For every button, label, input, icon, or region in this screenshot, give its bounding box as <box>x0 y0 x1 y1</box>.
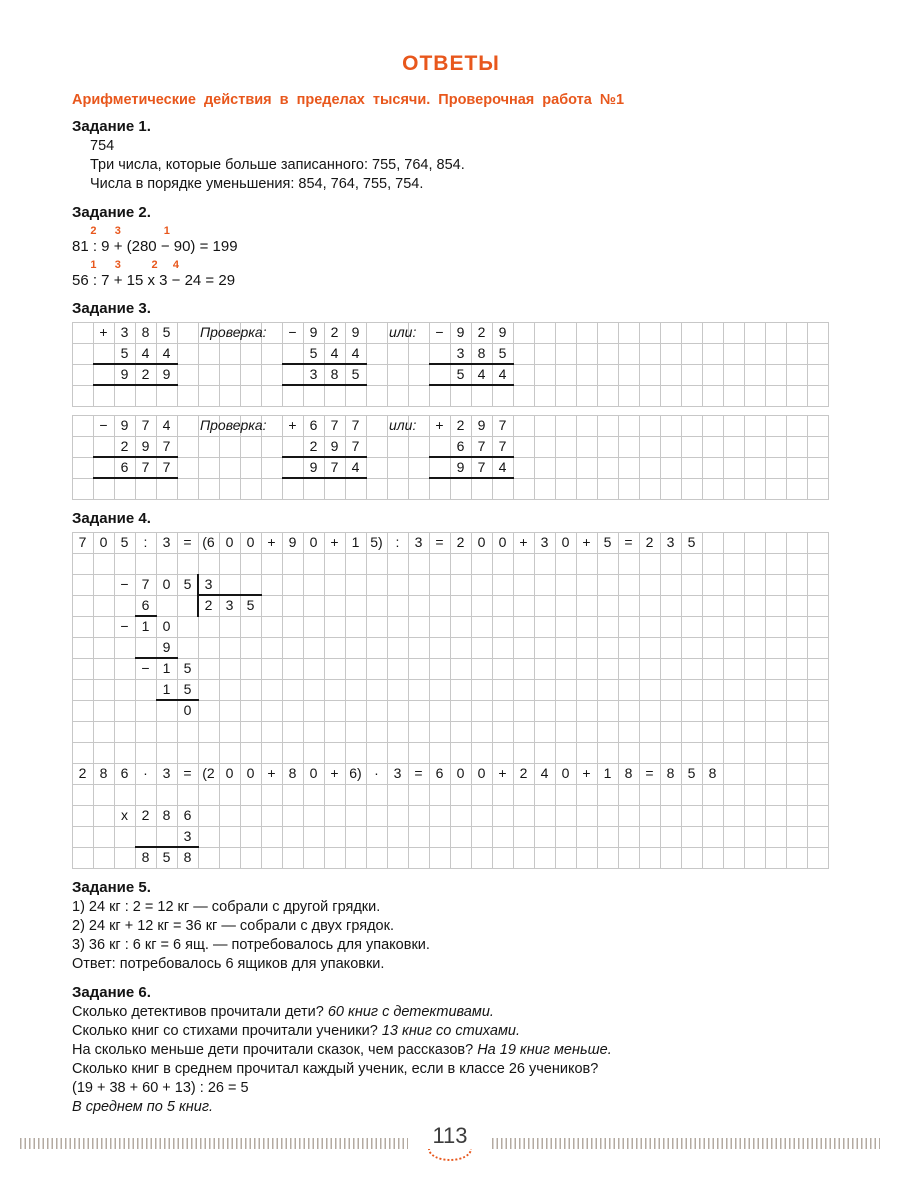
answer-text: 60 книг с детективами. <box>327 1004 494 1020</box>
grid-cell: + <box>582 534 591 550</box>
grid-cell: 0 <box>246 765 255 781</box>
grid-cell: 5 <box>498 345 507 361</box>
grid-cell: − <box>120 576 129 592</box>
section-subtitle: Арифметические действия в пределах тысячи. Проверочная работа №1 <box>72 92 625 108</box>
grid-cell: 3 <box>162 765 171 781</box>
grid-cell: 4 <box>351 345 360 361</box>
grid-cell: 0 <box>561 765 570 781</box>
grid-cell: = <box>414 765 423 781</box>
footer-ornament-left <box>20 1138 408 1149</box>
grid-cell: 4 <box>498 459 507 475</box>
grid-cell: х <box>121 807 128 823</box>
grid-cell: 9 <box>162 639 171 655</box>
page-number-arc <box>426 1149 474 1162</box>
grid-cell: + <box>99 324 108 340</box>
grid-cell: = <box>183 765 192 781</box>
grid-cell: 2 <box>78 765 87 781</box>
question-text: Сколько книг в среднем прочитал каждый ученик, если в классе 26 учеников? <box>72 1061 599 1077</box>
grid-cell: + <box>330 765 339 781</box>
grid-cell: 6 <box>435 765 444 781</box>
question-text: На сколько меньше дети прочитали сказок, чем рассказов? <box>72 1042 474 1058</box>
grid-cell: − <box>120 618 129 634</box>
grid-cell: 5 <box>120 345 129 361</box>
grid-cell: 4 <box>351 459 360 475</box>
grid-cell: 1 <box>351 534 360 550</box>
grid-cell: 7 <box>477 438 486 454</box>
grid-cell: 8 <box>477 345 486 361</box>
grid-cell: 1 <box>141 618 150 634</box>
grid-underline <box>93 363 178 365</box>
grid-cell: 0 <box>498 534 507 550</box>
answer-line: 754 <box>90 138 115 154</box>
grid-cell: 0 <box>183 702 192 718</box>
task-6-heading: Задание 6. <box>72 984 151 1001</box>
question-text: Сколько детективов прочитали дети? <box>72 1004 324 1020</box>
grid-cell: 2 <box>519 765 528 781</box>
grid-cell: 2 <box>645 534 654 550</box>
qa-line <box>72 1060 830 1079</box>
grid-cell: 2 <box>120 438 129 454</box>
answer-line: Ответ: потребовалось 6 ящиков для упаковки. <box>72 956 385 972</box>
grid-cell: 9 <box>309 324 318 340</box>
grid-cell: 8 <box>330 366 339 382</box>
grid-cell: 7 <box>78 534 87 550</box>
grid-cell: 0 <box>456 765 465 781</box>
task-2 <box>72 204 830 290</box>
grid-cell: + <box>330 534 339 550</box>
grid-cell: − <box>288 324 297 340</box>
grid-cell: 5) <box>370 534 383 550</box>
grid-cell: (2 <box>202 765 215 781</box>
answer-line: 3) 36 кг : 6 кг = 6 ящ. — потребовалось для упаковки. <box>72 937 430 953</box>
grid-cell: 5 <box>183 681 192 697</box>
question-text: (19 + 38 + 60 + 13) : 26 = 5 <box>72 1080 249 1096</box>
grid-underline <box>282 384 367 386</box>
grid-cell: 8 <box>99 765 108 781</box>
answer-line: 2) 24 кг + 12 кг = 36 кг — собрали с двух грядок. <box>72 918 394 934</box>
grid-cell: · <box>143 765 148 781</box>
grid-cell: 0 <box>561 534 570 550</box>
task-1-heading: Задание 1. <box>72 118 151 135</box>
grid-cell: − <box>435 324 444 340</box>
grid-label: Проверка: <box>200 417 267 433</box>
grid-cell: 0 <box>225 765 234 781</box>
grid-cell: 5 <box>456 366 465 382</box>
grid-cell: 3 <box>393 765 402 781</box>
grid-cell: 3 <box>666 534 675 550</box>
grid-cell: 5 <box>603 534 612 550</box>
grid-cell: 3 <box>456 345 465 361</box>
grid-cell: 3 <box>309 366 318 382</box>
grid-cell: 2 <box>330 324 339 340</box>
grid-cell: 9 <box>456 324 465 340</box>
qa-line <box>72 1079 830 1098</box>
grid-cell: 0 <box>225 534 234 550</box>
grid-cell: 8 <box>162 807 171 823</box>
grid-cell: 4 <box>330 345 339 361</box>
qa-line <box>72 1098 830 1117</box>
task-4 <box>72 510 830 869</box>
grid-cell: 7 <box>141 576 150 592</box>
grid-cell: 8 <box>141 849 150 865</box>
grid-cell: 6 <box>183 807 192 823</box>
grid-underline <box>93 384 178 386</box>
operation-order-line: 2 3 1 <box>72 225 170 237</box>
grid-cell: 2 <box>456 534 465 550</box>
grid-cell: + <box>435 417 444 433</box>
grid-cell: 8 <box>666 765 675 781</box>
grid-cell: 5 <box>246 597 255 613</box>
grid-cell: 3 <box>120 324 129 340</box>
task-3-heading: Задание 3. <box>72 300 151 317</box>
grid-underline <box>429 477 514 479</box>
grid-cell: 7 <box>141 459 150 475</box>
grid-cell: 6 <box>309 417 318 433</box>
operation-order-line: 1 3 2 4 <box>72 259 179 271</box>
grid-cell: 4 <box>162 417 171 433</box>
grid-cell: 2 <box>204 597 213 613</box>
grid-cell: = <box>624 534 633 550</box>
grid-cell: 2 <box>141 807 150 823</box>
grid-cell: 7 <box>162 438 171 454</box>
task-1 <box>72 118 830 194</box>
grid-cell: 1 <box>603 765 612 781</box>
grid-cell: + <box>267 534 276 550</box>
grid-cell: 0 <box>162 618 171 634</box>
grid-cell: 9 <box>141 438 150 454</box>
grid-underline <box>135 615 157 617</box>
task-2-heading: Задание 2. <box>72 204 151 221</box>
grid-cell: 7 <box>330 459 339 475</box>
grid-cell: 5 <box>162 324 171 340</box>
grid-cell: 5 <box>162 849 171 865</box>
task-6 <box>72 984 830 1117</box>
grid-cell: 0 <box>309 765 318 781</box>
grid-cell: · <box>374 765 379 781</box>
grid-cell: 9 <box>330 438 339 454</box>
grid-underline <box>429 363 514 365</box>
grid-cell: 7 <box>351 417 360 433</box>
task-3 <box>72 300 830 500</box>
page-number: 113 <box>432 1123 468 1148</box>
grid-cell: = <box>183 534 192 550</box>
page-footer <box>20 1124 880 1162</box>
task-4-heading: Задание 4. <box>72 510 151 527</box>
grid-cell: : <box>143 534 148 550</box>
grid-cell: 6 <box>120 459 129 475</box>
grid-label: или: <box>389 324 417 340</box>
grid-cell: 0 <box>309 534 318 550</box>
grid-label: или: <box>389 417 417 433</box>
grid-cell: 7 <box>477 459 486 475</box>
grid-cell: 5 <box>687 534 696 550</box>
grid-cell: 3 <box>540 534 549 550</box>
grid-underline <box>93 477 178 479</box>
grid-cell: 3 <box>204 576 213 592</box>
grid-cell: 4 <box>162 345 171 361</box>
page-title: ОТВЕТЫ <box>402 52 500 75</box>
grid-cell: 7 <box>330 417 339 433</box>
grid-cell: + <box>582 765 591 781</box>
grid-cell: + <box>519 534 528 550</box>
grid-cell: 5 <box>351 366 360 382</box>
grid-cell: 4 <box>477 366 486 382</box>
grid-cell: 2 <box>141 366 150 382</box>
grid-cell: 6) <box>349 765 362 781</box>
grid-cell: 9 <box>351 324 360 340</box>
grid-cell: 0 <box>246 534 255 550</box>
grid-cell: 2 <box>456 417 465 433</box>
page-number-arc-shape <box>428 1149 472 1161</box>
grid-cell: : <box>395 534 400 550</box>
grid-cell: 0 <box>99 534 108 550</box>
qa-line <box>72 1041 830 1060</box>
grid-cell: 7 <box>141 417 150 433</box>
grid-cell: + <box>288 417 297 433</box>
grid-cell: 5 <box>183 660 192 676</box>
grid-cell: 4 <box>498 366 507 382</box>
grid-label: Проверка: <box>200 324 267 340</box>
grid-cell: 3 <box>162 534 171 550</box>
question-text: Сколько книг со стихами прочитали ученики? <box>72 1023 378 1039</box>
answer-line: 1) 24 кг : 2 = 12 кг — собрали с другой грядки. <box>72 899 381 915</box>
task3-grid-subtraction <box>72 415 829 500</box>
grid-underline <box>429 384 514 386</box>
grid-cell: 7 <box>498 438 507 454</box>
grid-cell: 0 <box>162 576 171 592</box>
answer-text: 13 книг со стихами. <box>381 1023 520 1039</box>
grid-cell: 4 <box>141 345 150 361</box>
expression-line: 56 : 7 + 15 х 3 − 24 = 29 <box>72 272 236 289</box>
grid-cell: 5 <box>120 534 129 550</box>
grid-cell: + <box>498 765 507 781</box>
answer-line: Числа в порядке уменьшения: 854, 764, 755, 754. <box>90 176 424 192</box>
task-5-heading: Задание 5. <box>72 879 151 896</box>
grid-cell: 7 <box>351 438 360 454</box>
grid-cell: 3 <box>225 597 234 613</box>
grid-cell: 9 <box>477 417 486 433</box>
grid-cell: 4 <box>540 765 549 781</box>
qa-line <box>72 1022 830 1041</box>
grid-cell: = <box>435 534 444 550</box>
grid-underline <box>135 846 199 848</box>
grid-cell: 5 <box>687 765 696 781</box>
answer-line: Три числа, которые больше записанного: 755, 764, 854. <box>90 157 465 173</box>
grid-division-bar <box>197 574 199 617</box>
grid-cell: 8 <box>288 765 297 781</box>
task3-grid-addition <box>72 322 829 407</box>
grid-cell: 3 <box>183 828 192 844</box>
answer-text: В среднем по 5 книг. <box>72 1099 214 1115</box>
grid-underline <box>282 456 367 458</box>
grid-cell: 7 <box>162 459 171 475</box>
grid-cell: (6 <box>202 534 215 550</box>
grid-cell: 8 <box>183 849 192 865</box>
grid-cell: 2 <box>309 438 318 454</box>
task4-grid-division-multiplication <box>72 532 829 869</box>
grid-cell: 1 <box>162 681 171 697</box>
grid-cell: = <box>645 765 654 781</box>
grid-cell: 0 <box>477 534 486 550</box>
answer-text: На 19 книг меньше. <box>477 1042 612 1058</box>
grid-cell: 7 <box>498 417 507 433</box>
grid-cell: 8 <box>624 765 633 781</box>
grid-cell: 0 <box>477 765 486 781</box>
grid-cell: + <box>267 765 276 781</box>
task-5 <box>72 879 830 974</box>
footer-ornament-right <box>492 1138 880 1149</box>
grid-cell: 3 <box>414 534 423 550</box>
grid-cell: 9 <box>309 459 318 475</box>
page-number-box <box>408 1124 492 1162</box>
grid-cell: − <box>141 660 150 676</box>
grid-underline <box>135 657 178 659</box>
grid-cell: 6 <box>120 765 129 781</box>
grid-cell: − <box>99 417 108 433</box>
grid-cell: 9 <box>162 366 171 382</box>
grid-cell: 2 <box>477 324 486 340</box>
grid-cell: 5 <box>183 576 192 592</box>
grid-cell: 8 <box>708 765 717 781</box>
grid-cell: 9 <box>120 366 129 382</box>
grid-underline <box>156 699 199 701</box>
grid-underline <box>282 363 367 365</box>
grid-cell: 1 <box>162 660 171 676</box>
grid-cell: 6 <box>141 597 150 613</box>
grid-underline <box>93 456 178 458</box>
grid-cell: 6 <box>456 438 465 454</box>
grid-cell: 9 <box>120 417 129 433</box>
grid-cell: 5 <box>309 345 318 361</box>
grid-underline <box>198 594 262 596</box>
grid-underline <box>282 477 367 479</box>
grid-cell: 9 <box>456 459 465 475</box>
grid-cell: 8 <box>141 324 150 340</box>
grid-cell: 9 <box>288 534 297 550</box>
grid-cell: 9 <box>498 324 507 340</box>
grid-underline <box>429 456 514 458</box>
expression-line: 81 : 9 + (280 − 90) = 199 <box>72 238 238 255</box>
qa-line <box>72 1003 830 1022</box>
